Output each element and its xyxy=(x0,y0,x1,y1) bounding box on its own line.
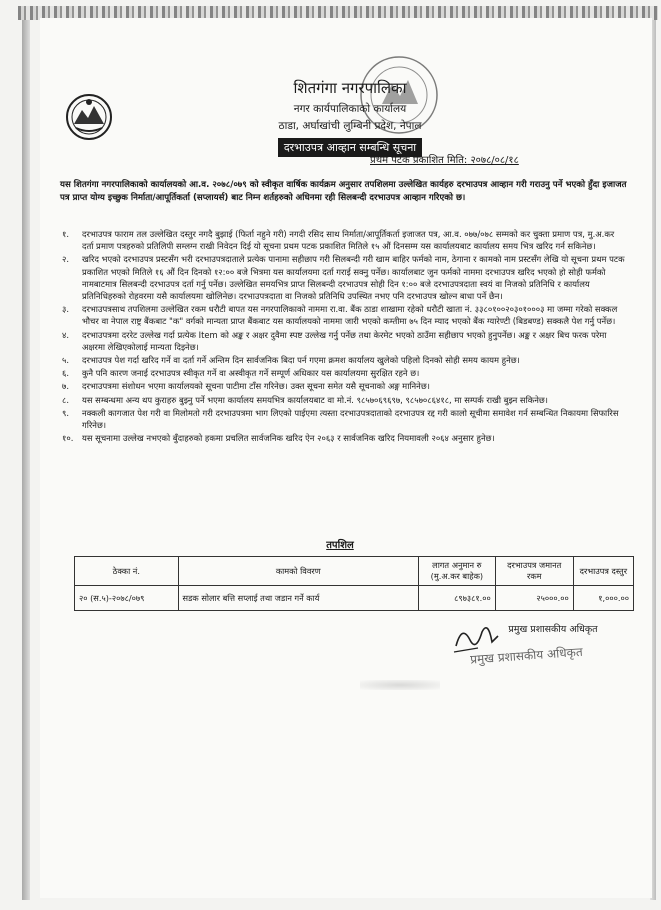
condition-item xyxy=(60,228,628,252)
scan-smudge xyxy=(360,680,440,690)
condition-number: २. xyxy=(62,254,70,265)
condition-number: ८. xyxy=(62,394,70,405)
conditions-list xyxy=(60,228,628,445)
condition-item xyxy=(60,253,628,302)
condition-text: कुनै पनि कारण जनाई दरभाउपत्र स्वीकृत गर्ने वा अस्वीकृत गर्ने सम्पूर्ण अधिकार यस कार्यालयमा सुरक्षित रहने छ। xyxy=(82,368,420,379)
cell-contract-no: २० (स.५)-२०७८/०७९ xyxy=(75,586,179,611)
condition-text: दरभाउपत्र पेश गर्दा खरिद गर्ने वा दर्ता गर्ने अन्तिम दिन सार्वजनिक बिदा पर्न गएमा क्रमश कार्यालय खुलेको पहिलो दिनको सोही समय कायम हुनेछ। xyxy=(82,355,520,366)
letterhead xyxy=(200,78,500,157)
cell-security: २५०००.०० xyxy=(495,586,573,611)
condition-number: १. xyxy=(62,229,70,239)
condition-number: ६. xyxy=(62,368,70,379)
condition-text: दरभाउपत्रसाथ तपशिलमा उल्लेखित रकम धरौटी बापत यस नगरपालिकाको नाममा रा.वा. बैंक ठाडा शाखामा रहेको धरौटी खाता नं. ३३८०१००२०३०१०००३ मा जम्मा गरेको सक्कल भौचर वा नेपाल राष्ट्र बैंकबाट "क" वर्गको मान्यता प्राप्त बैंकबाट यस कार्यालयको नाममा जारी भएको कम्तीमा ७५ दिन म्याद भएको बैंक ग्यारेण्टी (बिडबण्ड) सक्कलै पेश गर्नु पर्नेछ। xyxy=(82,304,618,327)
header-estimate: लागत अनुमान रु (मु.अ.कर बाहेक) xyxy=(418,557,495,586)
condition-item xyxy=(60,394,628,406)
condition-text: नक्कली कागजात पेश गरी वा मिलोमतो गरी दरभाउपत्रमा भाग लिएको पाईएमा त्यस्ता दरभाउपत्रदाताको दरभाउपत्र रद्द गरी कालो सूचीमा समावेश गर्न सम्बन्धित निकायमा सिफारिस गरिनेछ। xyxy=(82,407,619,431)
tender-table xyxy=(74,556,634,611)
government-emblem-icon xyxy=(64,92,114,142)
condition-number: ७. xyxy=(62,381,70,392)
condition-text: यस सम्बन्धमा अन्य थप कुराहरु बुझ्नु पर्ने भएमा कार्यालय समयभित्र कार्यालयबाट वा मो.नं. ९८५७०६९६९७, ९८५७०८६४१८, मा सम्पर्क राखी बुझ्न सकिनेछ। xyxy=(82,394,548,405)
header-security: दरभाउपत्र जमानत रकम xyxy=(495,557,573,586)
signatory-stamp: प्रमुख प्रशासकीय अधिकृत xyxy=(469,644,584,667)
table-row xyxy=(75,586,634,611)
cell-fee: १,०००.०० xyxy=(573,586,633,611)
condition-text: दरभाउपत्र फाराम तल उल्लेखित दस्तुर नगदै बुझाई (फिर्ता नहुने गरी) नगदी रसिद साथ निर्माता/आपूर्तिकर्ता इजाजत पत्र, आ.व. ०७७/०७८ सम्मको कर चुक्ता प्रमाण पत्र, मु.अ.कर दर्ता प्रमाण पत्रहरुको प्रतिलिपी सम्लग्न राखी निवेदन दिई यो सूचना प्रथम पटक प्रकाशित मितिले १५ औं दिनसम्म यस कार्यालयबाट कार्यालय समय भित्र खरिद गर्न सकिनेछ। xyxy=(82,229,615,252)
condition-item xyxy=(60,354,628,366)
notice-title: दरभाउपत्र आव्हान सम्बन्धि सूचना xyxy=(278,138,422,157)
condition-text: यस सूचनामा उल्लेख नभएको बुँदाहरुको हकमा प्रचलित सार्वजनिक खरिद ऐन २०६३ र सार्वजनिक खरिद नियमावली २०६४ अनुसार हुनेछ। xyxy=(82,433,495,444)
publication-date-value: २०७८/०८/१८ xyxy=(470,155,519,166)
condition-number: ५. xyxy=(62,355,70,366)
publication-label: प्रथम पटक प्रकाशित मिति: xyxy=(370,155,468,166)
condition-text: खरिद भएको दरभाउपत्र प्रस्टसँग भरी दरभाउपत्रदाताले प्रत्येक पानामा सहीछाप गरी सिलबन्दी गरी खाम बाहिर फर्मको नाम, ठेगाना र कामको नाम प्रस्टसँग लेखि यो सूचना प्रथम पटक प्रकाशित भएको मितिले १६ औं दिन दिनको १२:०० बजे भित्रमा यस कार्यालयमा दर्ता गराई सक्नु पर्नेछ। कार्यालबाट जुन फर्मको नाममा दरभाउपत्र खरिद भएको हो सोही फर्मको नामबाटमात्र सिलबन्दी दरभाउपत्र दर्ता गर्नु पर्नेछ। उल्लेखित समयभित्र प्राप्त सिलबन्दी दरभाउपत्र सोही दिन १:०० बजे दरभाउपत्रदाता स्वयं वा निजको प्रतिनिधि र कार्यालय प्रतिनिधिहरुको रोहवरमा यसै कार्यालयमा खोलिनेछ। दरभाउपत्रदाता वा निजको प्रतिनिधि उपस्थित नभए पनि दरभाउपत्र खोल्न बाधा पर्ने छैन। xyxy=(82,254,625,302)
office-address: ठाडा, अर्घाखांची लुम्बिनी प्रदेश, नेपाल xyxy=(278,120,422,132)
condition-item xyxy=(60,329,628,353)
office-name: नगर कार्यपालिकाको कार्यालय xyxy=(293,103,407,115)
header-contract-no: ठेक्का नं. xyxy=(75,557,179,586)
signatory-title: प्रमुख प्रशासकीय अधिकृत xyxy=(508,624,598,635)
condition-number: ४. xyxy=(62,329,70,340)
condition-text: दरभाउपत्रमा दररेट उल्लेख गर्दा प्रत्येक Item को अङ्क र अक्षर दुवैमा स्पष्ट उल्लेख गर्नु पर्नेछ तथा केरमेट भएको ठाउँमा सहीछाप भएको हुनुपर्नेछ। अङ्क र अक्षर बिच फरक परेमा अक्षरमा लेखिएकोलाई मान्यता दिइनेछ। xyxy=(82,329,607,352)
header-description: कामको विवरण xyxy=(178,557,418,586)
condition-item xyxy=(60,303,628,327)
scan-left-edge xyxy=(22,20,30,900)
cell-estimate: ८९७३८१.०० xyxy=(418,586,495,611)
condition-item xyxy=(60,407,628,431)
condition-text: दरभाउपत्रमा संशोधन भएमा कार्यालयको सूचना पाटीमा टाँस गरिनेछ। उक्त सूचना समेत यसै सूचनाको अङ्ग मानिनेछ। xyxy=(82,381,430,392)
organization-name: शितगंगा नगरपालिका xyxy=(293,79,407,97)
table-title: तपशिल xyxy=(326,540,354,551)
condition-number: ३. xyxy=(62,304,70,315)
condition-item xyxy=(60,432,628,444)
condition-number: १०. xyxy=(62,433,74,444)
table-header-row xyxy=(75,557,634,586)
cell-description: सडक सोलार बत्ति सप्लाई तथा जडान गर्ने कार्य xyxy=(178,586,418,611)
condition-item xyxy=(60,367,628,379)
condition-item xyxy=(60,380,628,392)
publication-date xyxy=(370,152,630,166)
header-fee: दरभाउपत्र दस्तुर xyxy=(573,557,633,586)
condition-number: ९. xyxy=(62,407,70,418)
intro-paragraph: यस शितगंगा नगरपालिकाको कार्यालयको आ.व. २०७८/०७९ को स्वीकृत वार्षिक कार्यक्रम अनुसार तपशिलमा उल्लेखित कार्यहरु दरभाउपत्र आव्हान गरी गराउनु पर्ने भएको हुँदा इजाजत पत्र प्राप्त योग्य इच्छुक निर्माता/आपूर्तिकर्ता (सप्लायर्स) बाट निम्न शर्तहरुको अधिनमा रही सिलबन्दी दरभाउपत्र आव्हान गरिएको छ। xyxy=(60,179,627,203)
